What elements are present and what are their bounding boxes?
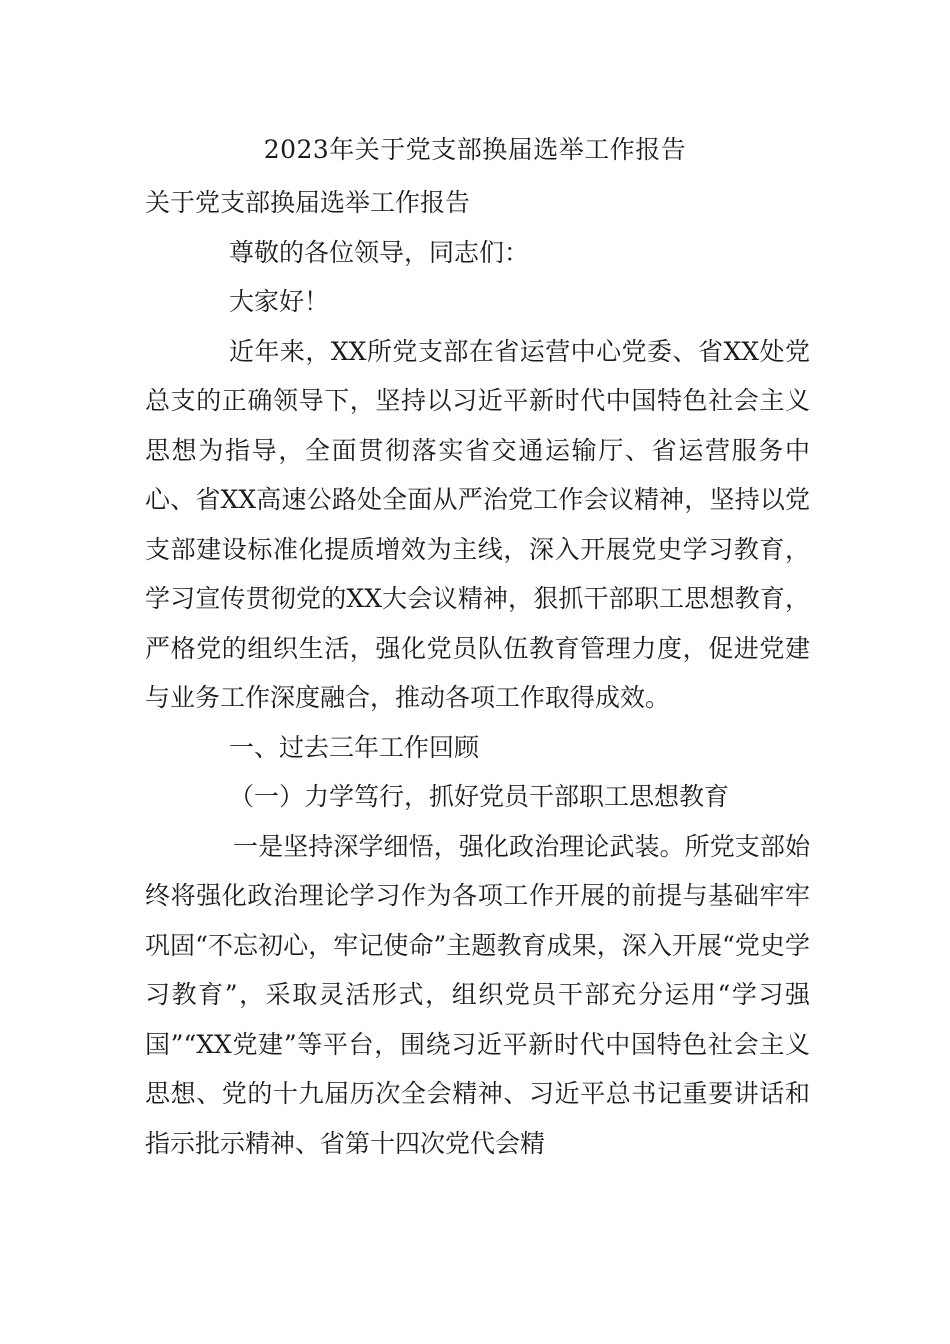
section-heading: 一、过去三年工作回顾 [229,732,480,762]
salutation: 尊敬的各位领导，同志们： [229,237,530,267]
report-subtitle: 关于党支部换届选举工作报告 [145,188,471,217]
greeting: 大家好！ [229,287,330,316]
document-body [145,178,810,1168]
intro-paragraph: 近年来，XX所党支部在省运营中心党委、省XX处党总支的正确领导下，坚持以习近平新时代中国特色社会主义思想为指导，全面贯彻落实省交通运输厅、省运营服务中心、省XX高速公路处全面从严治党工作会议精神，坚持以党支部建设标准化提质增效为主线，深入开展党史学习教育，学习宣传贯彻党的XX大会议精神，狠抓干部职工思想教育，严格党的组织生活，强化党员队伍教育管理力度，促进党建与业务工作深度融合，推动各项工作取得成效。 [145,336,810,712]
body-paragraph: 一是坚持深学细悟，强化政治理论武装。所党支部始终将强化政治理论学习作为各项工作开展的前提与基础牢牢巩固“不忘初心，牢记使命”主题教育成果，深入开展“党史学习教育”，采取灵活形式，组织党员干部充分运用“学习强国”“XX党建”等平台，围绕习近平新时代中国特色社会主义思想、党的十九届历次全会精神、习近平总书记重要讲话和指示批示精神、省第十四次党代会精 [145,831,810,1158]
document-title: 2023年关于党支部换届选举工作报告 [263,135,687,164]
subsection-heading: （一）力学笃行，抓好党员干部职工思想教育 [229,782,730,811]
